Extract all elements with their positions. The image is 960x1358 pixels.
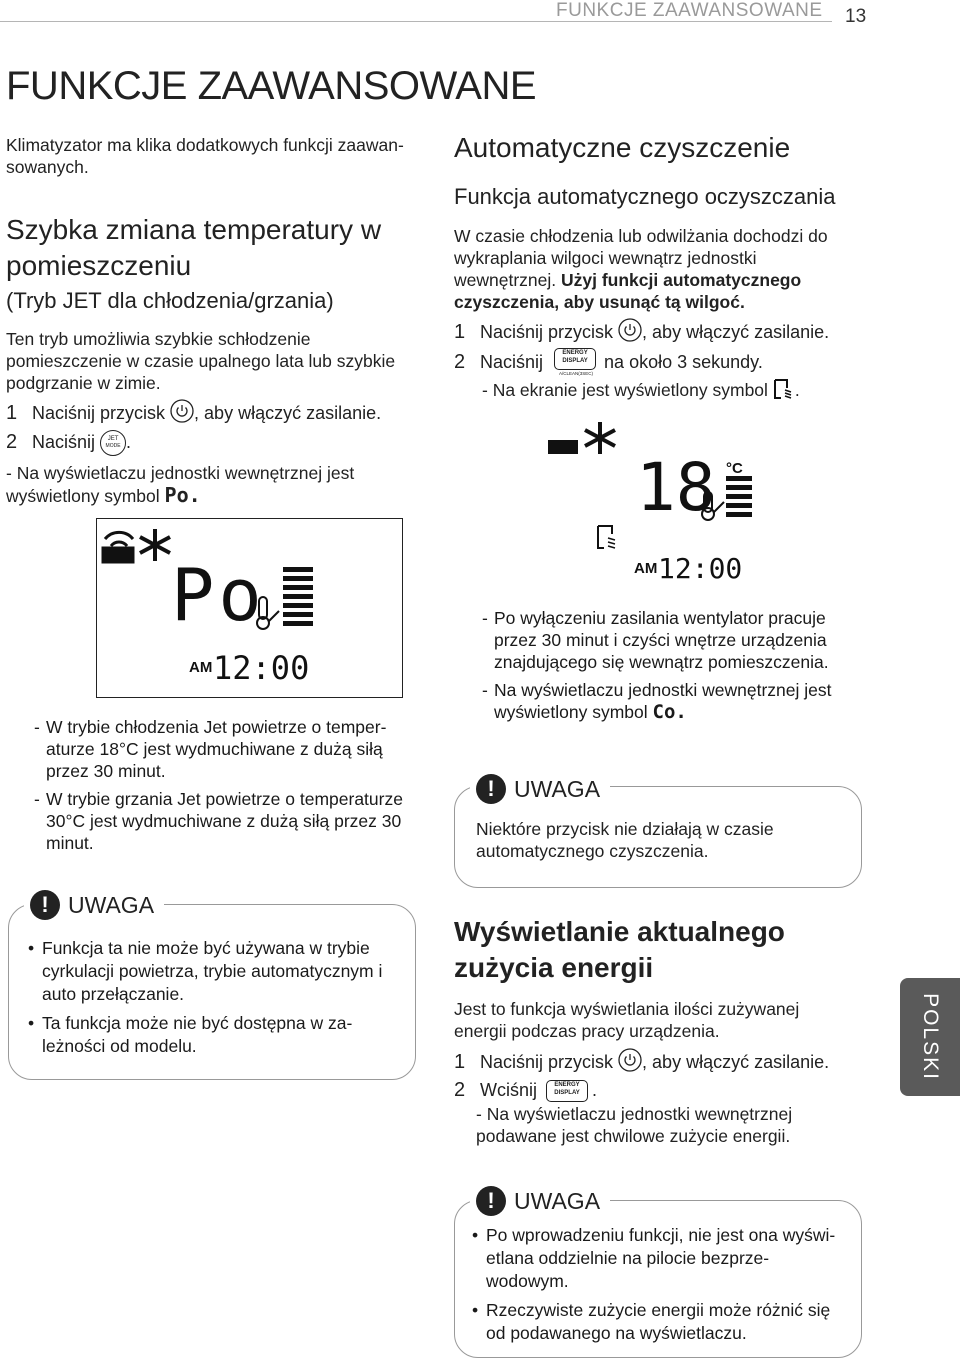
auto-clean-symbol-icon [773,378,795,405]
autoclean-step-1 [454,318,829,348]
step-number: 2 [6,431,18,453]
jet-mode-button-icon: JET MODE [100,430,126,456]
wifi-battery-icon [103,532,133,562]
step-number: 1 [454,1050,466,1073]
jet-description: Ten tryb umożliwia szybkie schłodzenie pomieszczenie w czasie upalnego lata lub szybkie podgrzanie w zimie. [6,329,396,393]
jet-lcd-display [96,518,403,698]
autoclean-title: Automatyczne czyszczenie [454,132,791,163]
step-text: Naciśnij przycisk [480,1051,614,1072]
language-tab-label: POLSKI [919,993,942,1081]
step-text: . [592,1080,598,1100]
jet-section-subtitle: (Tryb JET dla chłodzenia/grzania) [6,288,334,313]
note-title: UWAGA [514,1187,601,1214]
power-button-icon [618,1048,642,1078]
list-item: • Po wprowadzeniu funkcji, nie jest ona wyświ-etlana oddzielnie na pilocie bezprze-wodowym. [472,1224,842,1293]
step-text: , aby włączyć zasilanie. [642,1051,830,1072]
po-symbol: Po. [164,483,201,507]
autoclean-display-note: - Na ekranie jest wyświetlony symbol . [482,378,800,405]
step-text: Naciśnij przycisk [480,321,614,342]
jet-section-title: Szybka zmiana temperatury w pomieszczeniu [6,214,382,281]
header-divider [0,21,832,22]
energy-display-button-icon: ENERGY DISPLAY [546,1080,588,1102]
step-text: Wciśnij [480,1080,537,1100]
lcd-unit: °C [726,460,743,477]
autoclean-step-2 [454,348,763,378]
power-button-icon [618,318,642,348]
list-item [482,679,852,723]
step-number: 1 [454,320,466,343]
step-number: 2 [454,350,466,373]
autoclean-description [454,225,854,313]
energy-step-2 [454,1078,597,1102]
jet-note-list [28,937,398,1064]
battery-icon [548,440,578,454]
step-text: Naciśnij [480,351,544,372]
description-emphasis: Użyj funkcji automatycznego czyszczenia, aby usunąć tą wilgoć. [454,270,802,312]
autoclean-note-text: Niektóre przycisk nie działają w czasie automatycznego czyszczenia. [476,819,774,861]
jet-display-note [6,462,386,507]
intro-text: Klimatyzator ma klika dodatkowych funkcji zaawan-sowanych. [6,135,404,177]
step-text: . [126,432,132,452]
fan-speed-bars [283,567,313,626]
lcd-time: 12:00 [658,552,743,585]
lcd-am: AM [189,659,213,676]
list-item: • Ta funkcja może nie być dostępna w za-leżności od modelu. [28,1012,398,1058]
warning-icon: ! [476,1186,506,1216]
auto-clean-symbol-icon [598,526,615,548]
step-text: na około 3 sekundy. [604,351,763,372]
autoclean-note-header [470,774,610,804]
power-button-icon [170,399,194,429]
page-title: FUNKCJE ZAAWANSOWANE [6,64,537,108]
note-title: UWAGA [68,891,155,918]
list-item: - W trybie chłodzenia Jet powietrze o temper-aturze 18°C jest wydmuchiwane z dużą siłą przez 30 minut. [34,716,419,782]
energy-note-header [470,1186,610,1216]
jet-step-2 [6,430,131,456]
list-item: • Rzeczywiste zużycie energii może różnić się od podawanego na wyświetlaczu. [472,1299,842,1345]
list-item: - Po wyłączeniu zasilania wentylator pracuje przez 30 minut i czyści wnętrze urządzenia znajdującego się wewnątrz pomieszczenia. [482,607,852,673]
lcd-temperature: 18 [636,449,716,526]
lcd-po-readout: Po [171,553,266,637]
jet-note-header [24,890,164,920]
list-item: - W trybie grzania Jet powietrze o temperaturze 30°C jest wydmuchiwane z dużą siłą przez 30 minut. [34,788,419,854]
co-symbol: Co. [652,701,687,723]
list-item: • Funkcja ta nie może być używana w trybie cyrkulacji powietrza, trybie automatycznym i auto przełączanie. [28,937,398,1006]
warning-icon: ! [30,890,60,920]
energy-note-list [472,1224,842,1351]
autoclean-bullets [482,607,852,729]
step-text: , aby włączyć zasilanie. [194,402,382,423]
autoclean-lcd-display [544,414,754,594]
energy-step-1 [454,1048,829,1078]
autoclean-subtitle: Funkcja automatycznego oczyszczania [454,184,836,209]
step-number: 2 [454,1079,466,1101]
display-note-text: - Na wyświetlaczu jednostki wewnętrznej jest wyświetlony symbol [6,463,355,506]
page-number: 13 [845,6,867,27]
step-text: Naciśnij [32,432,96,452]
display-note-text: - Na ekranie jest wyświetlony symbol [482,380,768,401]
jet-step-1 [6,399,381,429]
note-title: UWAGA [514,775,601,802]
snowflake-icon [140,529,170,561]
language-tab [900,978,960,1096]
jet-bullets [34,716,419,860]
step-number: 1 [6,401,18,424]
fan-speed-bars [726,476,752,517]
energy-display-button-icon: ENERGY DISPLAY A/CLEAN(3SEC) [554,348,598,378]
energy-title: Wyświetlanie aktualnego zużycia energii [454,916,785,983]
header-section-title: FUNKCJE ZAAWANSOWANE [556,0,823,21]
warning-icon: ! [476,774,506,804]
step-text: Naciśnij przycisk [32,402,166,423]
snowflake-icon [585,422,615,454]
step-text: , aby włączyć zasilanie. [642,321,830,342]
lcd-am: AM [634,560,658,577]
lcd-time: 12:00 [213,649,310,687]
description-text: W czasie chłodzenia lub odwilżania dochodzi do wykraplania wilgoci wewnątrz jednostki wewnętrznej. [454,226,828,290]
energy-description: Jest to funkcja wyświetlania ilości zużywanej energii podczas pracy urządzenia. [454,999,800,1041]
list-item-text: Na wyświetlaczu jednostki wewnętrznej jest wyświetlony symbol [494,680,832,722]
energy-display-note: - Na wyświetlaczu jednostki wewnętrznej podawane jest chwilowe zużycie energii. [476,1104,793,1146]
